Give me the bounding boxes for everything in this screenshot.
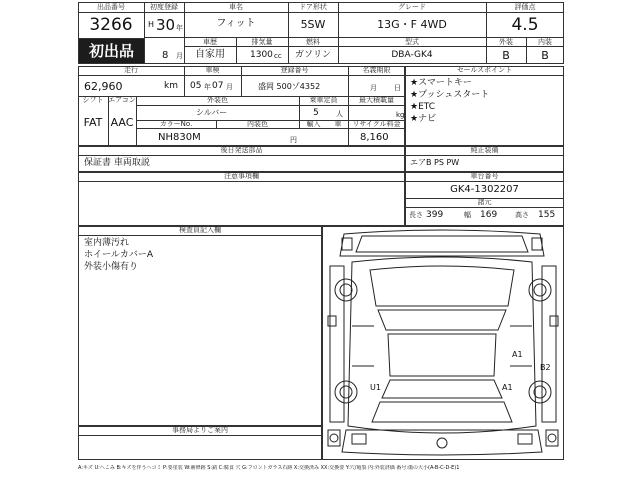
int-color-label: 内装色 (247, 120, 268, 128)
name-change-label: 名義期限 (362, 66, 391, 74)
color-no-label: カラーNo. (159, 120, 193, 128)
inspector-note: 外装小傷有り (84, 262, 139, 272)
selling-point: ★ETC (410, 102, 436, 112)
ext-color: シルバー (196, 108, 228, 117)
name-change-month: 月 (370, 84, 377, 92)
body-type-label: 車歴 (203, 38, 217, 46)
dims-label: 諸元 (477, 198, 492, 206)
grade: 13G・F 4WD (377, 18, 447, 31)
ext-color-label: 外装色 (207, 96, 228, 104)
ac-label: エアコン (108, 96, 136, 104)
damage-code: A1 (512, 350, 523, 359)
selling-point: ★スマートキー (410, 78, 472, 88)
chassis-number: GK4-1302207 (450, 184, 519, 195)
color-no: NH830M (158, 132, 201, 143)
first-reg-month: 8 (162, 50, 169, 61)
mileage-label: 走行 (124, 66, 138, 74)
inspection-year: 05 (190, 81, 202, 91)
model-code: DBA-GK4 (391, 50, 433, 60)
door-type: 5SW (300, 18, 326, 31)
displacement-unit: cc (274, 52, 282, 60)
capacity-unit: 人 (336, 110, 343, 118)
reg-no-label: 登録番号 (280, 66, 309, 74)
grade-label: グレード (398, 3, 426, 11)
int-grade-label: 内装 (538, 38, 552, 46)
notes-label: 注意事項欄 (224, 172, 259, 180)
inspector-note: 室内薄汚れ (84, 238, 130, 248)
inspector-note: ホイールカバーA (84, 250, 153, 260)
ext-grade-label: 外装 (499, 38, 513, 46)
equipment-items: エアB PS PW (410, 158, 460, 167)
inspection-year-unit: 年 (204, 83, 211, 91)
fuel: ガソリン (294, 50, 331, 60)
width-label: 幅 (464, 211, 471, 219)
month-unit: 月 (176, 52, 183, 60)
inspector-label: 検査員記入欄 (179, 226, 221, 234)
mileage: 62,960 (84, 80, 123, 93)
capacity-label: 乗車定員 (309, 96, 338, 104)
inspection-month: 07 (212, 81, 224, 91)
damage-code: B2 (540, 363, 551, 372)
score: 4.5 (511, 15, 539, 35)
car-damage-diagram (322, 226, 564, 460)
era: H (148, 20, 155, 29)
score-label: 評価点 (514, 3, 536, 11)
height-value: 155 (538, 210, 556, 220)
body-type: 自家用 (195, 49, 225, 60)
width-value: 169 (480, 210, 498, 220)
name-change-day: 日 (394, 84, 401, 92)
mileage-unit: km (164, 81, 178, 91)
later-docs-label: 後日発送部品 (220, 146, 263, 154)
int-grade: B (541, 49, 549, 62)
recycle-unit: 円 (290, 136, 297, 144)
inspection-label: 車検 (205, 66, 220, 74)
import-value: 車 (334, 120, 342, 128)
warranty: 保証書 車両取説 (84, 158, 150, 168)
recycle-label: リサイクル料金 (352, 120, 401, 128)
selling-point: ★ナビ (410, 114, 437, 124)
fuel-label: 燃料 (306, 38, 320, 46)
auction-sheet (78, 0, 564, 480)
length-value: 399 (426, 210, 444, 220)
displacement: 1300 (250, 50, 273, 60)
capacity: 5 (313, 108, 319, 118)
length-label: 長さ (409, 211, 423, 219)
first-listing-badge: 初出品 (79, 39, 144, 63)
damage-code: U1 (370, 383, 381, 392)
height-label: 高さ (515, 211, 529, 219)
chassis-label: 車台番号 (470, 172, 499, 180)
recycle-fee: 8,160 (360, 132, 389, 143)
legend: A:キズ U:へこみ B:キズを伴うヘコミ P:要塗装 W:補修跡 S:錆 C:腐食 穴 G:フロントガラス石跡 X:交換済み XX:交換要 Y:穴/亀裂 内:外装評価 番号:傷の大小(A-B-C-D-E)1 (78, 465, 460, 471)
damage-code: A1 (502, 383, 513, 392)
selling-points-label: セールスポイント (456, 66, 513, 74)
shift-label: シフト (82, 96, 104, 104)
first-reg-label: 初度登録 (150, 3, 178, 11)
max-load-label: 最大積載量 (359, 96, 394, 104)
lot-no-label: 出品番号 (97, 3, 125, 11)
car-name: フィット (216, 18, 256, 29)
year-unit: 年 (176, 24, 183, 32)
car-name-label: 車名 (229, 3, 243, 11)
shift: FAT (83, 116, 103, 129)
max-load-unit: kg (396, 111, 405, 119)
displacement-label: 排気量 (251, 38, 273, 46)
reg-no: 盛岡 500ゾ4352 (258, 82, 321, 91)
selling-point: ★プッシュスタート (410, 90, 490, 100)
ext-grade: B (502, 49, 510, 62)
inspection-month-unit: 月 (226, 83, 233, 91)
office-label: 事務局よりご案内 (172, 426, 228, 434)
import-label: 輸入 (306, 120, 321, 128)
lot-no: 3266 (89, 15, 133, 35)
model-code-label: 型式 (405, 38, 419, 46)
door-label: ドア形状 (299, 3, 327, 11)
first-reg-year: 30 (156, 16, 176, 34)
ac: AAC (110, 116, 134, 129)
equipment-label: 純正装備 (470, 146, 499, 154)
